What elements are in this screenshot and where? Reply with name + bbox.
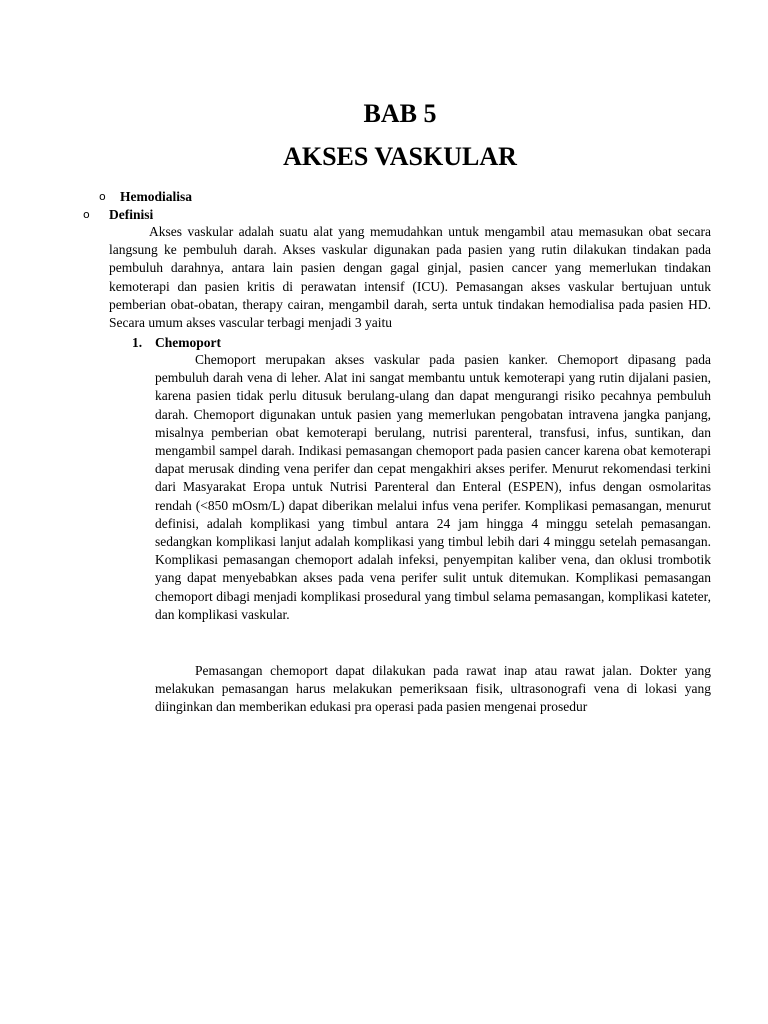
list-item-number: 1.: [132, 335, 143, 350]
list-item-chemoport-heading: [132, 334, 221, 351]
chemoport-paragraph-1: Chemoport merupakan akses vaskular pada pasien kanker. Chemoport dipasang pada pembuluh darah vena di leher. Alat ini sangat membantu untuk kemoterapi yang rutin dijalani pasien, karena pasien tidak perlu ditusuk berulang-ulang dan dapat mengurangi risiko pecahnya pembuluh darah. Chemoport digunakan untuk pasien yang memerlukan pengobatan intravena jangka panjang, misalnya pemberian obat kemoterapi berulang, nutrisi parenteral, transfusi, infus, suntikan, dan mengambil sampel darah. Indikasi pemasangan chemoport pada pasien cancer karena obat kemoterapi dapat merusak dinding vena perifer dan cepat mengakhiri akses perifer. Menurut rekomendasi terkini dari Masyarakat Eropa untuk Nutrisi Parenteral dan Enteral (ESPEN), infus dengan osmolaritas rendah (<850 mOsm/L) dapat diberikan melalui infus vena perifer. Komplikasi pemasangan, menurut definisi, adalah komplikasi yang timbul antara 24 jam hingga 4 minggu setelah pemasangan. sedangkan komplikasi lanjut adalah komplikasi yang timbul lebih dari 4 minggu setelah pemasangan. Komplikasi pemasangan chemoport adalah infeksi, penyempitan kaliber vena, dan oklusi trombotik yang dapat menyebabkan akses pada vena perifer sulit untuk ditemukan. Komplikasi pemasangan chemoport dibagi menjadi komplikasi prosedural yang timbul selama pemasangan, komplikasi kateter, dan komplikasi vaskular.: [155, 352, 711, 622]
list-item-title: Chemoport: [155, 335, 221, 350]
chapter-title: AKSES VASKULAR: [283, 142, 517, 171]
bullet-hemodialisa-label: Hemodialisa: [120, 189, 193, 204]
bullet-circle-icon: o: [83, 208, 90, 221]
chemoport-paragraph-2: Pemasangan chemoport dapat dilakukan pada rawat inap atau rawat jalan. Dokter yang melakukan pemasangan harus melakukan pemeriksaan fisik, ultrasonografi vena di lokasi yang diinginkan dan memberikan edukasi pra operasi pada pasien mengenai prosedur: [155, 663, 711, 715]
bullet-circle-icon: o: [99, 190, 106, 203]
bullet-definisi-label: Definisi: [109, 207, 154, 222]
definisi-paragraph: Akses vaskular adalah suatu alat yang memudahkan untuk mengambil atau memasukan obat secara langsung ke pembuluh darah. Akses vaskular digunakan pada pasien yang rutin dilakukan tindakan pada pembuluh darahnya, antara lain pasien dengan gagal ginjal, pasien cancer yang memerlukan tindakan kemoterapi dan pasien kritis di perawatan intensif (ICU). Pemasangan akses vaskular bertujuan untuk pemberian obat-obatan, therapy cairan, mengambil darah, serta untuk tindakan hemodialisa pada pasien HD. Secara umum akses vascular terbagi menjadi 3 yaitu: [109, 224, 711, 331]
chapter-number: BAB 5: [363, 99, 437, 128]
